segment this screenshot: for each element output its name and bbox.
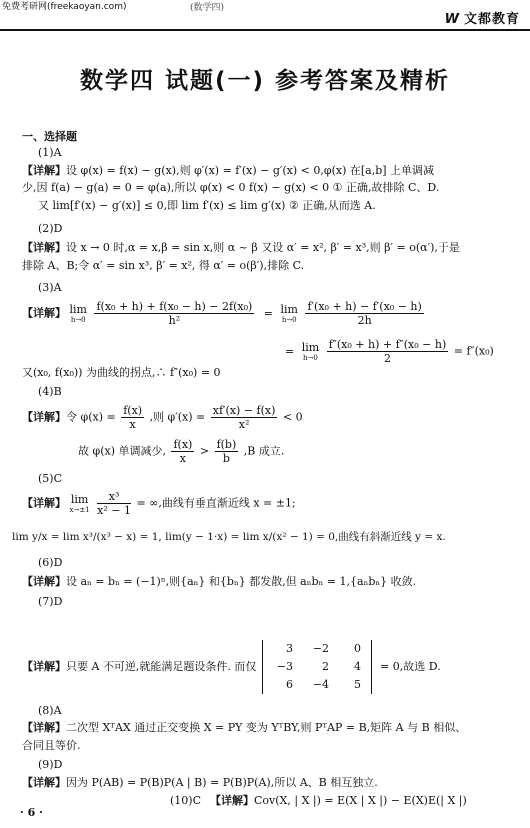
q8-line1: 【详解】二次型 XᵀAX 通过正交变换 X = PY 变为 YᵀBY,则 PᵀAP = B,矩阵 A 与 B 相似、 — [22, 721, 467, 734]
page-header — [0, 0, 530, 30]
page-number: · 6 · — [20, 806, 43, 819]
q7-line1: 【详解】只要 A 不可逆,就能满足题设条件. 而仅 — [22, 660, 257, 673]
q10-answer: (10)C — [170, 794, 201, 807]
q4-line2: 故 φ(x) 单调减少, $\frac{f(x)}{x}$ > $\frac{f(b)}{b}$ ,B 成立. — [78, 438, 285, 465]
q9-line1: 【详解】因为 P(AB) = P(B)P(A | B) = P(B)P(A),所以 A、B 相互独立. — [22, 776, 378, 789]
q1-line2: 少,因 f(a) − g(a) = 0 = φ(a),所以 φ(x) < 0 f(x) − g(x) < 0 ① 正确,故排除 C、D. — [22, 181, 440, 194]
q10-line1: 【详解】Cov(X, | X |) = E(X | X |) − E(X)E(| X |) — [210, 794, 467, 807]
watermark-text: 免费考研网(freekaoyan.com) — [2, 2, 127, 12]
q2-line1: 【详解】设 x → 0 时,α = x,β = sin x,则 α ~ β 又设 α′ = x², β′ = x³,则 β′ = o(α′),于是 — [22, 241, 460, 254]
q8-line2: 合同且等价. — [22, 739, 81, 752]
q4-answer: (4)B — [38, 385, 62, 398]
q1-line1: 【详解】设 φ(x) = f(x) − g(x),则 φ′(x) = f′(x) − g′(x) < 0,φ(x) 在[a,b] 上单调减 — [22, 164, 435, 177]
q1-line3: 又 lim[f′(x) − g′(x)] ≤ 0,即 lim f′(x) ≤ lim g′(x) ② 正确,从而选 A. — [38, 199, 376, 212]
q3-fraction-3: $\frac{\text{f″(x₀ + h) + f″(x₀ − h)}}{2}$ — [328, 338, 447, 365]
q1-answer: (1)A — [38, 146, 62, 159]
q4-line1: 【详解】令 φ(x) = $\frac{f(x)}{x}$ ,则 φ′(x) = $\frac{xf'(x) - f(x)}{\text{x²}}$ < 0 — [22, 404, 303, 431]
q6-answer: (6)D — [38, 556, 63, 569]
section-title: 一、选择题 — [22, 130, 77, 143]
q5-line2: lim y/x = lim x³/(x³ − x) = 1, lim(y − 1·x) = lim x/(x² − 1) = 0,曲线有斜渐近线 y = x. — [12, 531, 446, 543]
q5-line1: 【详解】 lim x→±1 $\frac{\text{x³}}{\text{x² − 1}}$ = ∞,曲线有垂直渐近线 x = ±1; — [22, 490, 296, 517]
q2-line2: 排除 A、B;令 α′ = sin x³, β′ = x², 得 α′ = o(β′),排除 C. — [22, 259, 305, 272]
q7-line2: = 0,故选 D. — [380, 660, 441, 673]
q3-fraction-1: $\frac{\text{f(x₀ + h) + f(x₀ − h) − 2f(x₀)}}{\text{h²}}$ — [96, 300, 253, 327]
q5-answer: (5)C — [38, 472, 62, 485]
q9-answer: (9)D — [38, 758, 63, 771]
header-divider — [0, 29, 530, 31]
q3-answer: (3)A — [38, 281, 62, 294]
q7-answer: (7)D — [38, 595, 63, 608]
q6-line1: 【详解】设 aₙ = bₙ = (−1)ⁿ,则{aₙ} 和{bₙ} 都发散,但 aₙbₙ = 1,{aₙbₙ} 收敛. — [22, 575, 417, 588]
q3-fraction-2: $\frac{\text{f′(x₀ + h) − f′(x₀ − h)}}{2h}$ — [307, 300, 422, 327]
q8-answer: (8)A — [38, 704, 62, 717]
wd-logo-icon: W — [444, 12, 460, 27]
brand-logo: W 文都教育 — [444, 12, 520, 27]
page-title: 数学四 试题(一) 参考答案及精析 — [79, 68, 451, 94]
q2-answer: (2)D — [38, 222, 63, 235]
q3-line1: 【详解】 lim h→0 $\frac{\text{f(x₀ + h) + f(x₀ − h) − 2f(x₀)}}{\text{h²}}$ = lim h→0 $\frac{\text{f′(x₀ + h) − f′(x₀ − h)}}{2h}$ — [22, 300, 422, 327]
q3-line3: 又(x₀, f(x₀)) 为曲线的拐点,∴ f″(x₀) = 0 — [22, 366, 221, 379]
q3-line2: = lim h→0 $\frac{\text{f″(x₀ + h) + f″(x₀ − h)}}{2}$ = f″(x₀) — [285, 338, 494, 365]
running-title: (数学四) — [190, 3, 225, 13]
determinant: 3 −2 0 −3 2 4 6 −4 5 — [262, 640, 372, 694]
